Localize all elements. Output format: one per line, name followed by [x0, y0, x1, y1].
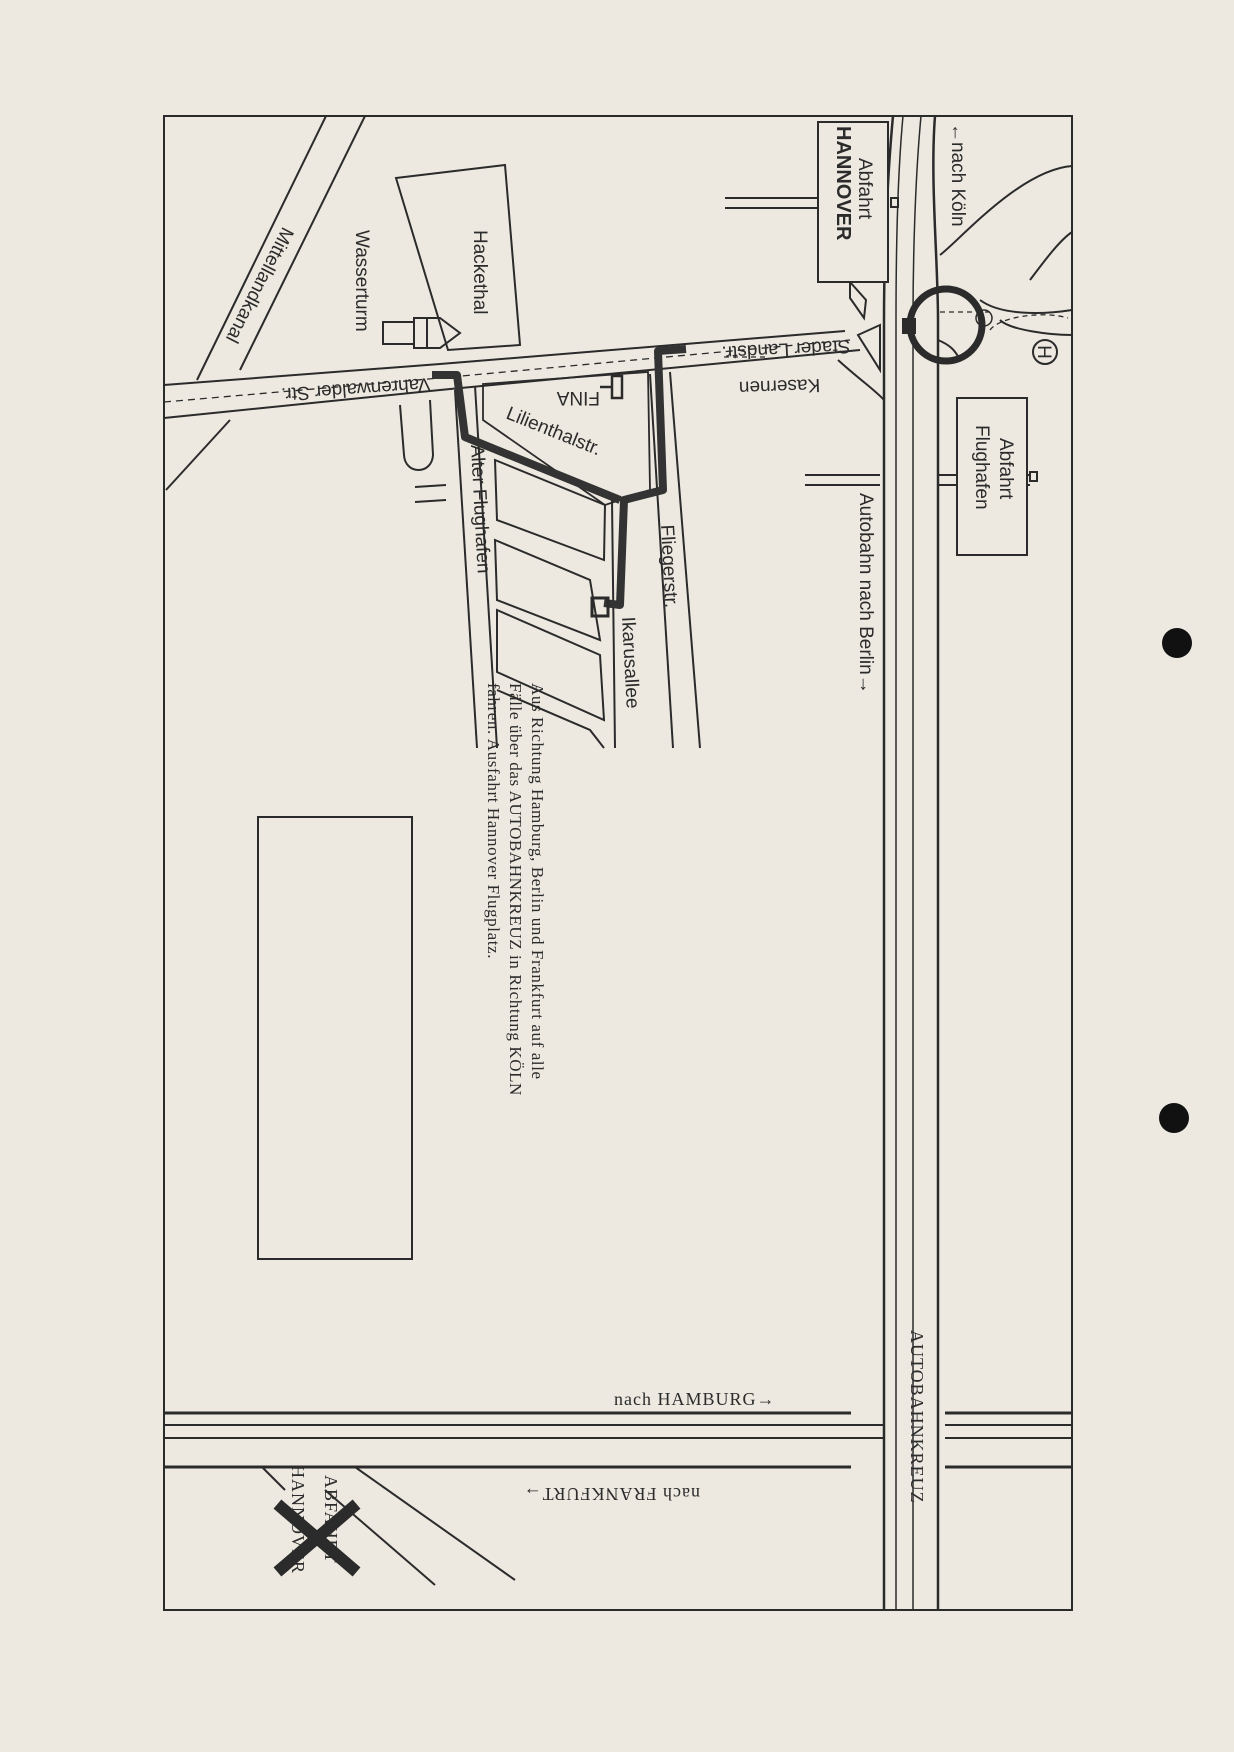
label-alter-flughafen: Alter Flughafen	[466, 444, 494, 574]
punch-hole-bottom	[1159, 1103, 1189, 1133]
label-autobahnkreuz: AUTOBAHNKREUZ	[907, 1330, 927, 1504]
label-mittellandkanal: Mittellandkanal	[221, 223, 298, 347]
label-abfahrt-crossed: ABFAHRT	[321, 1475, 341, 1564]
note-box	[258, 817, 412, 1259]
label-hannover-crossed: HANNOVER	[288, 1465, 308, 1574]
label-vahrenwalder-str: Vahrenwalder Str.	[280, 373, 432, 405]
svg-text:H: H	[1033, 345, 1054, 359]
label-nach-frankfurt: nach FRANKFURT→	[522, 1484, 700, 1504]
label-stader-landstr: Stader Landstr.	[721, 335, 851, 363]
fina-station-icon	[600, 376, 622, 398]
wasserturm-icon	[383, 318, 460, 348]
label-abfahrt-flughafen-1: Abfahrt	[995, 438, 1016, 500]
label-fina: FINA	[556, 387, 600, 408]
label-ikarusallee: Ikarusallee	[617, 616, 643, 710]
bus-stop-icon	[1033, 340, 1057, 364]
label-wasserturm: Wasserturm	[351, 230, 372, 332]
label-kasernen: Kasernen	[738, 374, 821, 398]
label-abfahrt-hannover-1: Abfahrt	[854, 158, 875, 220]
roundabout	[902, 289, 992, 361]
map-frame	[164, 116, 1072, 1610]
directions-note: Aus Richtung Hamburg, Berlin und Frankfurt auf alle Fälle über das AUTOBAHNKREUZ in Richtung KÖLN fahren. Ausfahrt Hannover Flugplatz.	[484, 683, 547, 1096]
label-autobahn-berlin: Autobahn nach Berlin→	[855, 493, 876, 694]
label-nach-koeln: ←nach Köln	[947, 123, 968, 227]
label-abfahrt-flughafen-2: Flughafen	[971, 425, 992, 510]
label-nach-hamburg: nach HAMBURG→	[614, 1389, 776, 1409]
label-abfahrt-hannover-2: HANNOVER	[832, 126, 854, 241]
mittellandkanal	[166, 116, 365, 490]
map-labels	[221, 123, 1016, 1574]
label-lilienthalstr: Lilienthalstr.	[503, 403, 605, 461]
label-fliegerstr: Fliegerstr.	[656, 524, 682, 609]
label-hackethal: Hackethal	[469, 230, 490, 315]
punch-hole-top	[1162, 628, 1192, 658]
